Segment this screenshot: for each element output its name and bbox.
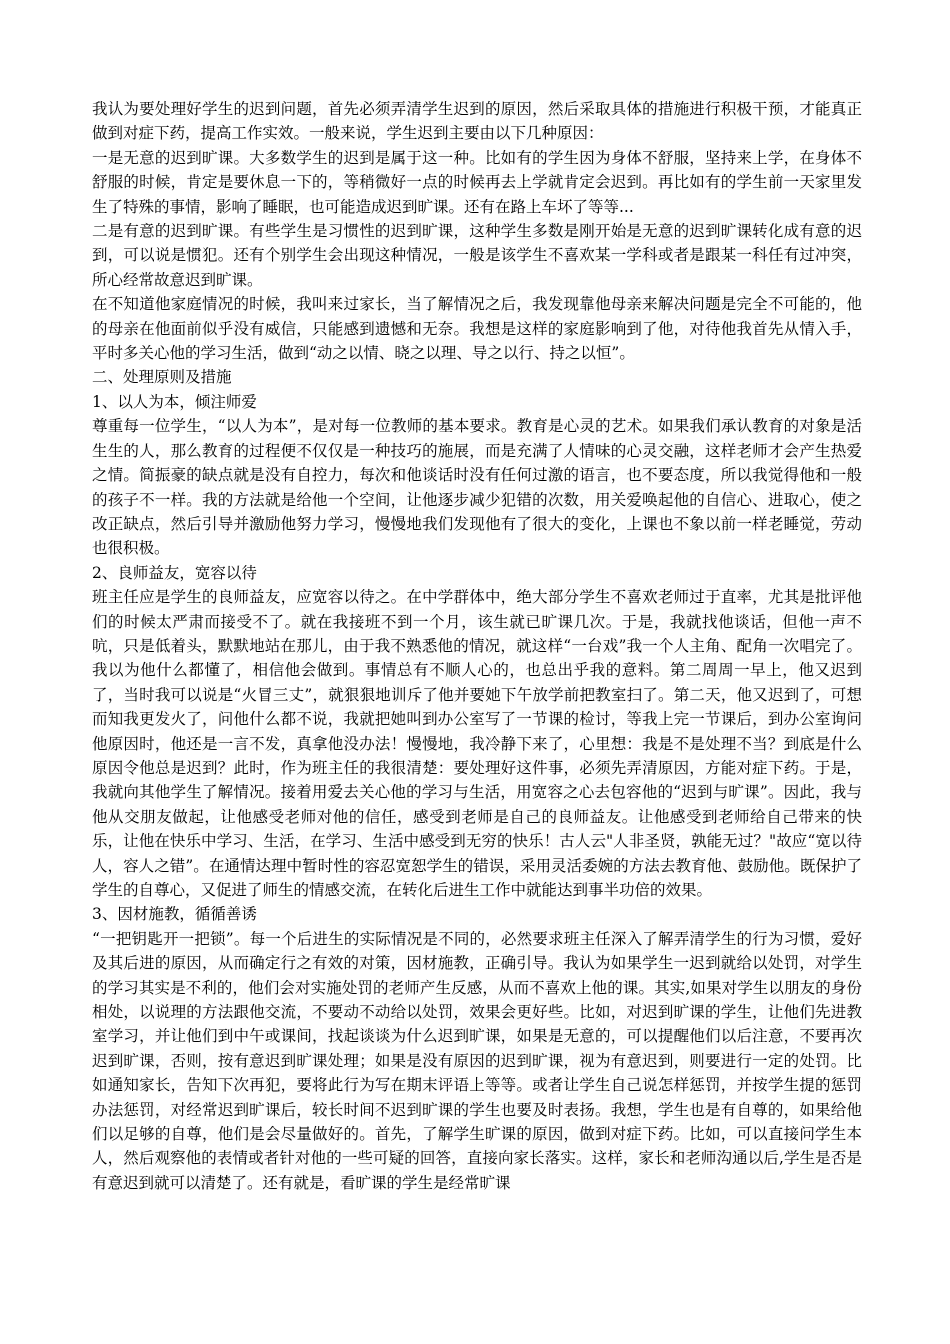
section-heading: 二、处理原则及措施 xyxy=(92,368,232,387)
paragraph-intro: 我认为要处理好学生的迟到问题，首先必须弄清学生迟到的原因，然后采取具体的措施进行积极干预，才能真正做到对症下药，提高工作实效。一般来说，学生迟到主要由以下几种原因： xyxy=(92,100,862,143)
subsection-heading-2: 2、良师益友，宽容以待 xyxy=(92,563,257,582)
subsection-heading-3: 3、因材施教，循循善诱 xyxy=(92,905,257,924)
paragraph-reason-intentional: 二是有意的迟到旷课。有些学生是习惯性的迟到旷课，这种学生多数是刚开始是无意的迟到旷课转化成有意的迟到，可以说是惯犯。还有个别学生会出现这种情况，一般是该学生不喜欢某一学科或者是跟某一科任有过冲突，所心经常故意迟到旷课。 xyxy=(92,222,862,289)
paragraph-family-situation: 在不知道他家庭情况的时候，我叫来过家长，当了解情况之后，我发现靠他母亲来解决问题是完全不可能的，他的母亲在他面前似乎没有威信，只能感到遗憾和无奈。我想是这样的家庭影响到了他，对待他我首先从情入手，平时多关心他的学习生活，做到“动之以情、晓之以理、导之以行、持之以恒”。 xyxy=(92,295,862,363)
document-body xyxy=(92,97,862,1195)
paragraph-mentor-friend: 班主任应是学生的良师益友，应宽容以待之。在中学群体中，绝大部分学生不喜欢老师过于直率，尤其是批评他们的时候太严肃而接受不了。就在我接班不到一个月，该生就已旷课几次。于是，我就找他谈话，但他一声不吭，只是低着头，默默地站在那儿，由于我不熟悉他的情况，就这样“一台戏”我一个人主角、配角一次唱完了。我以为他什么都懂了，相信他会做到。事情总有不顺人心的，也总出乎我的意料。第二周周一早上，他又迟到了，当时我可以说是“火冒三丈”，就狠狠地训斥了他并要她下午放学前把教室扫了。第二天，他又迟到了，可想而知我更发火了，问他什么都不说，我就把她叫到办公室写了一节课的检讨，等我上完一节课后，到办公室询问他原因时，他还是一言不发，真拿他没办法！慢慢地，我冷静下来了，心里想：我是不是处理不当？到底是什么原因令他总是迟到？此时，作为班主任的我很清楚：要处理好这件事，必须先弄清原因，方能对症下药。于是，我就向其他学生了解情况。接着用爱去关心他的学习与生活，用宽容之心去包容他的“迟到与旷课”。因此，我与他从交朋友做起，让他感受老师对他的信任，感受到老师是自己的良师益友。让他感受到老师给自己带来的快乐，让他在快乐中学习、生活，在学习、生活中感受到无穷的快乐！古人云"人非圣贤，孰能无过？"故应“宽以待人，容人之错”。在通情达理中暂时性的容忍宽恕学生的错误，采用灵活委婉的方法去教育他、鼓励他。既保护了学生的自尊心，又促进了师生的情感交流，在转化后进生工作中就能达到事半功倍的效果。 xyxy=(92,588,862,899)
paragraph-reason-unintentional: 一是无意的迟到旷课。大多数学生的迟到是属于这一种。比如有的学生因为身体不舒服，坚持来上学，在身体不舒服的时候，肯定是要休息一下的，等稍微好一点的时候再去上学就肯定会迟到。再比如有的学生前一天家里发生了特殊的事情，影响了睡眠，也可能造成迟到旷课。还有在路上车坏了等等... xyxy=(92,148,862,216)
paragraph-individualized-teaching: “一把钥匙开一把锁”。每一个后进生的实际情况是不同的，必然要求班主任深入了解弄清学生的行为习惯，爱好及其后进的原因，从而确定行之有效的对策，因材施教，正确引导。我认为如果学生一迟到就给以处罚，对学生的学习其实是不利的，他们会对实施处罚的老师产生反感，从而不喜欢上他的课。其实,如果对学生以朋友的身份相处，以说理的方法跟他交流，不要动不动给以处罚，效果会更好些。比如，对迟到旷课的学生，让他们先进教室学习，并让他们到中午或课间，找起谈谈为什么迟到旷课，如果是无意的，可以提醒他们以后注意，不要再次迟到旷课，否则，按有意迟到旷课处理；如果是没有原因的迟到旷课，视为有意迟到，则要进行一定的处罚。比如通知家长，告知下次再犯，要将此行为写在期末评语上等等。或者让学生自己说怎样惩罚，并按学生提的惩罚办法惩罚，对经常迟到旷课后，较长时间不迟到旷课的学生也要及时表扬。我想，学生也是有自尊的，如果给他们以足够的自尊，他们是会尽量做好的。首先，了解学生旷课的原因，做到对症下药。比如，可以直接问学生本人，然后观察他的表情或者针对他的一些可疑的回答，直接向家长落实。这样，家长和老师沟通以后,学生是否是有意迟到就可以清楚了。还有就是，看旷课的学生是经常旷课 xyxy=(92,929,862,1192)
subsection-heading-1: 1、以人为本，倾注师爱 xyxy=(92,392,257,411)
paragraph-people-oriented: 尊重每一位学生，“以人为本”，是对每一位教师的基本要求。教育是心灵的艺术。如果我们承认教育的对象是活生生的人，那么教育的过程便不仅仅是一种技巧的施展，而是充满了人情味的心灵交融，这样老师才会产生热爱之情。简振豪的缺点就是没有自控力，每次和他谈话时没有任何过激的语言，也不要态度，所以我觉得他和一般的孩子不一样。我的方法就是给他一个空间，让他逐步减少犯错的次数，用关爱唤起他的自信心、进取心，使之改正缺点，然后引导并激励他努力学习，慢慢地我们发现他有了很大的变化，上课也不象以前一样老睡觉，劳动也很积极。 xyxy=(92,417,862,558)
